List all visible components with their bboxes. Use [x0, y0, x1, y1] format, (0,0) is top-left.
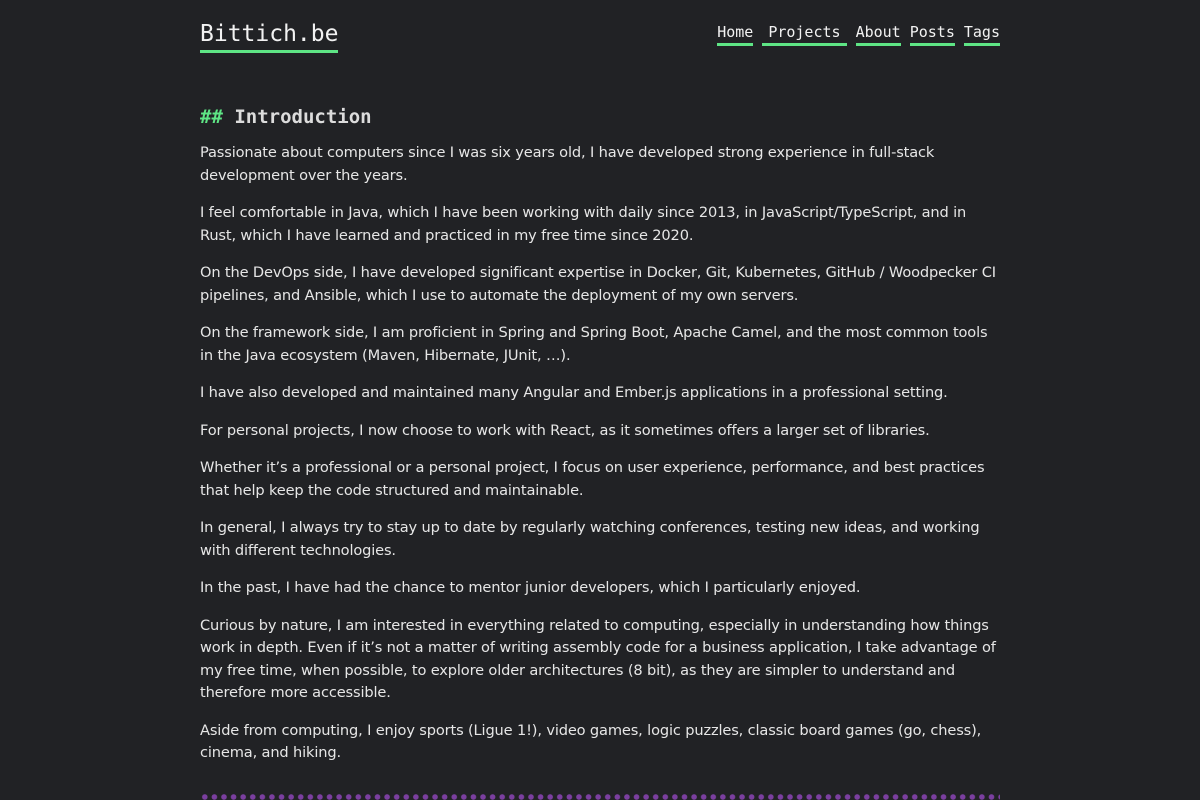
paragraph: On the DevOps side, I have developed significant expertise in Docker, Git, Kubernetes, GitHub / Woodpecker CI pipelines, and Ansible, which I use to automate the deployment of my own servers.: [200, 264, 996, 304]
paragraph: I have also developed and maintained many Angular and Ember.js applications in a professional setting.: [200, 384, 948, 401]
heading-text: Introduction: [234, 106, 372, 128]
heading-marker: ##: [200, 106, 223, 128]
paragraph: In the past, I have had the chance to mentor junior developers, which I particularly enjoyed.: [200, 579, 861, 596]
nav-home[interactable]: Home: [717, 22, 753, 46]
paragraph: Curious by nature, I am interested in everything related to computing, especially in understanding how things work in depth. Even if it’s not a matter of writing assembly code for a business application, I take advantage of my free time, when possible, to explore older architectures (8 bit), as they are simpler to understand and therefore more accessible.: [200, 616, 996, 701]
main-nav: [717, 22, 1000, 46]
paragraph: I feel comfortable in Java, which I have been working with daily since 2013, in JavaScript/TypeScript, and in Rust, which I have learned and practiced in my free time since 2020.: [200, 204, 967, 244]
paragraph: Aside from computing, I enjoy sports (Ligue 1!), video games, logic puzzles, classic board games (go, chess), cinema, and hiking.: [200, 721, 982, 761]
paragraph: In general, I always try to stay up to date by regularly watching conferences, testing new ideas, and working with different technologies.: [200, 519, 980, 559]
nav-posts[interactable]: Posts: [910, 22, 955, 46]
dotted-divider: [200, 794, 1000, 800]
paragraph: Whether it’s a professional or a personal project, I focus on user experience, performance, and best practices that help keep the code structured and maintainable.: [200, 459, 985, 499]
site-title-link[interactable]: Bittich.be: [200, 18, 338, 53]
nav-tags[interactable]: Tags: [964, 22, 1000, 46]
paragraph: For personal projects, I now choose to work with React, as it sometimes offers a larger set of libraries.: [200, 421, 930, 439]
site-header: [200, 18, 1000, 58]
paragraph: Passionate about computers since I was six years old, I have developed strong experience in full-stack development over the years.: [200, 144, 935, 184]
nav-projects[interactable]: Projects: [762, 22, 846, 46]
paragraph: On the framework side, I am proficient in Spring and Spring Boot, Apache Camel, and the most common tools in the Java ecosystem (Maven, Hibernate, JUnit, …).: [200, 324, 988, 364]
intro-content: [200, 142, 1000, 780]
nav-about[interactable]: About: [856, 22, 901, 46]
section-heading: [200, 103, 372, 131]
